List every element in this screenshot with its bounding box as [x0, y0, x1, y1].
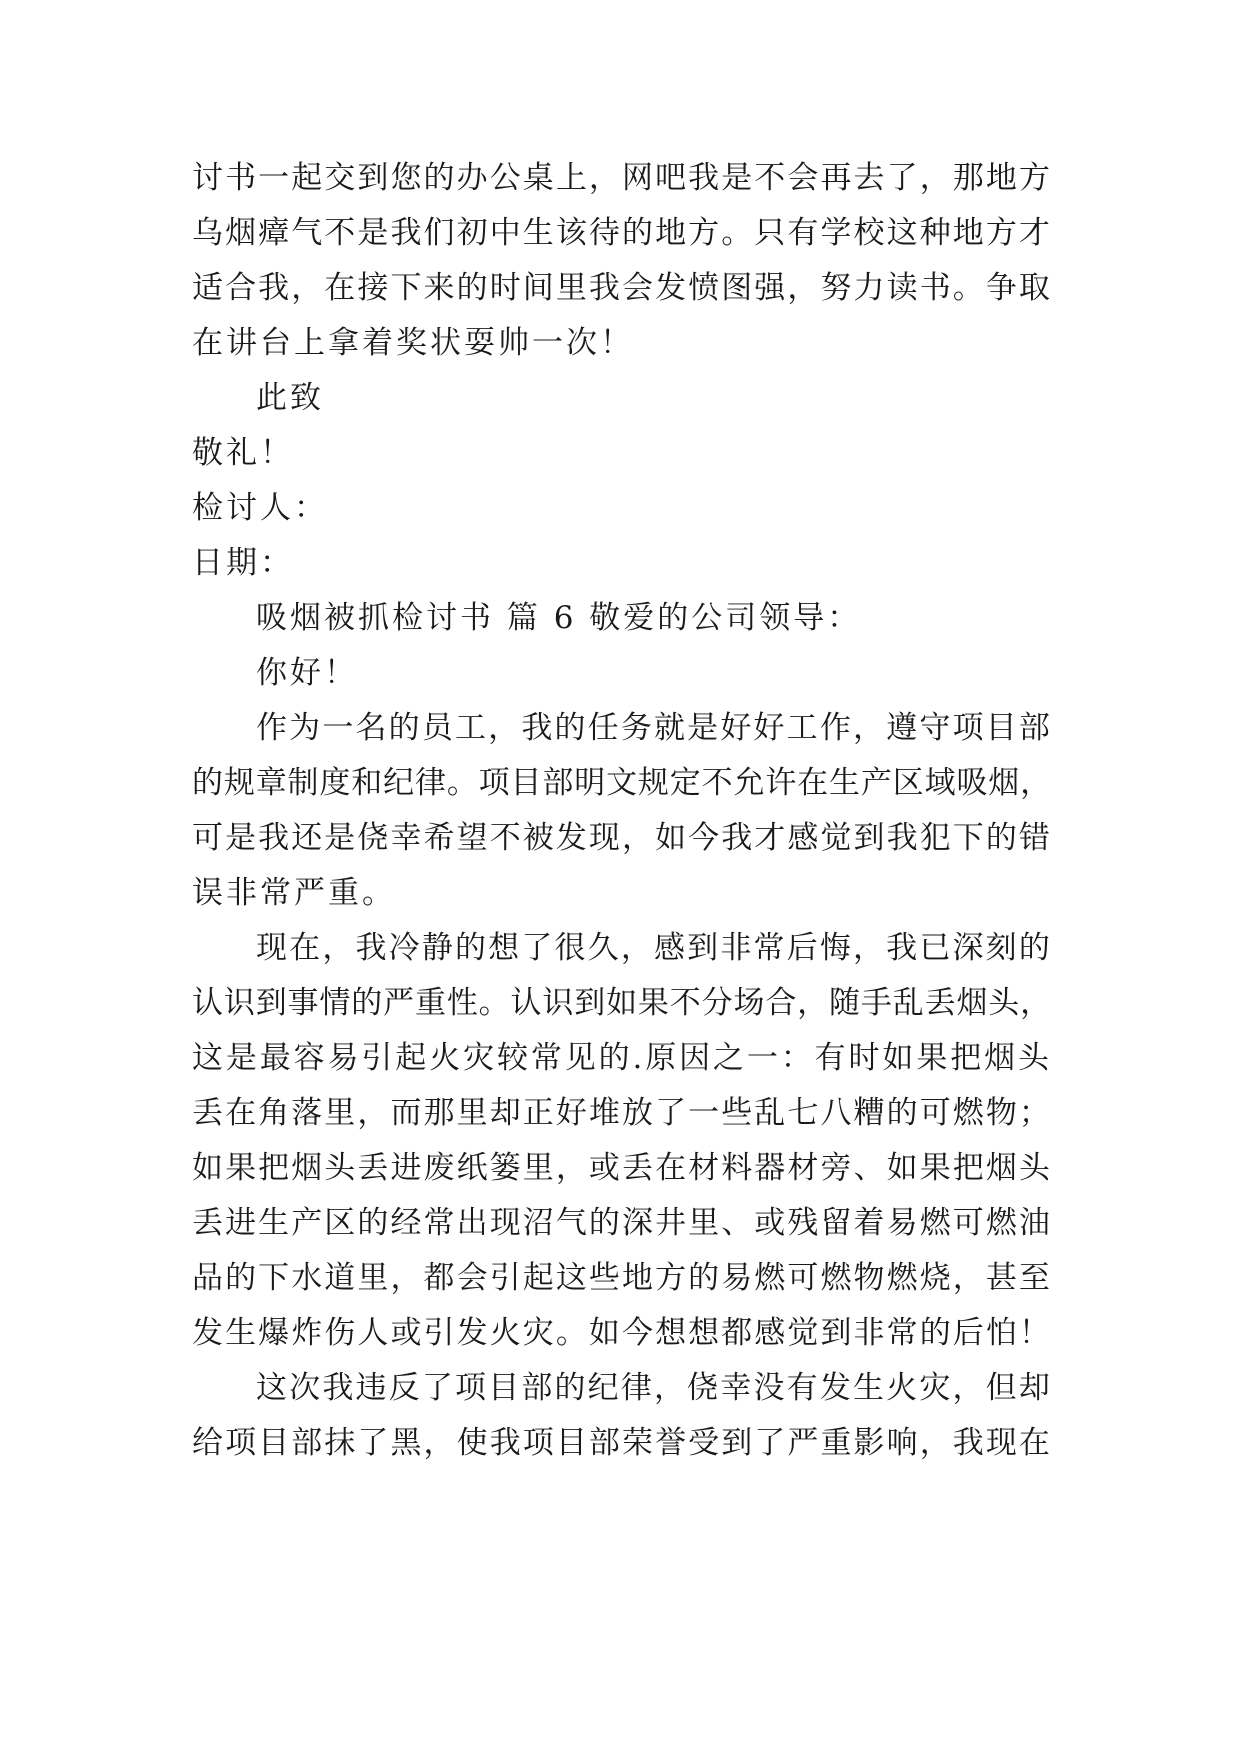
paragraph-line: 可是我还是侥幸希望不被发现，如今我才感觉到我犯下的错	[192, 820, 1052, 856]
paragraph-line: 这次我违反了项目部的纪律，侥幸没有发生火灾，但却	[256, 1370, 1052, 1406]
paragraph-line: 现在，我冷静的想了很久，感到非常后悔，我已深刻的	[256, 930, 1052, 966]
paragraph-line: 误非常严重。	[192, 875, 396, 911]
section-heading: 吸烟被抓检讨书 篇 6 敬爱的公司领导：	[256, 600, 862, 636]
signer-label: 检讨人：	[192, 490, 328, 526]
paragraph-line: 适合我，在接下来的时间里我会发愤图强，努力读书。争取	[192, 270, 1052, 306]
paragraph-line: 品的下水道里，都会引起这些地方的易燃可燃物燃烧，甚至	[192, 1260, 1052, 1296]
date-label: 日期：	[192, 545, 294, 581]
paragraph-line: 认识到事情的严重性。认识到如果不分场合，随手乱丢烟头，	[192, 985, 1052, 1021]
paragraph-line: 这是最容易引起火灾较常见的.原因之一：有时如果把烟头	[192, 1040, 1052, 1076]
paragraph-line: 如果把烟头丢进废纸篓里，或丢在材料器材旁、如果把烟头	[192, 1150, 1052, 1186]
closing-salutation: 此致	[256, 380, 324, 416]
paragraph-line: 丢进生产区的经常出现沼气的深井里、或残留着易燃可燃油	[192, 1205, 1052, 1241]
paragraph-line: 作为一名的员工，我的任务就是好好工作，遵守项目部	[256, 710, 1052, 746]
greeting: 你好！	[256, 655, 358, 691]
paragraph-line: 乌烟瘴气不是我们初中生该待的地方。只有学校这种地方才	[192, 215, 1052, 251]
paragraph-line: 丢在角落里，而那里却正好堆放了一些乱七八糟的可燃物；	[192, 1095, 1052, 1131]
paragraph-line: 给项目部抹了黑，使我项目部荣誉受到了严重影响，我现在	[192, 1425, 1052, 1461]
closing-regards: 敬礼！	[192, 435, 294, 471]
paragraph-line: 的规章制度和纪律。项目部明文规定不允许在生产区域吸烟，	[192, 765, 1052, 801]
paragraph-line: 在讲台上拿着奖状耍帅一次！	[192, 325, 634, 361]
paragraph-line: 发生爆炸伤人或引发火灾。如今想想都感觉到非常的后怕！	[192, 1315, 1052, 1351]
paragraph-line: 讨书一起交到您的办公桌上，网吧我是不会再去了，那地方	[192, 160, 1052, 196]
